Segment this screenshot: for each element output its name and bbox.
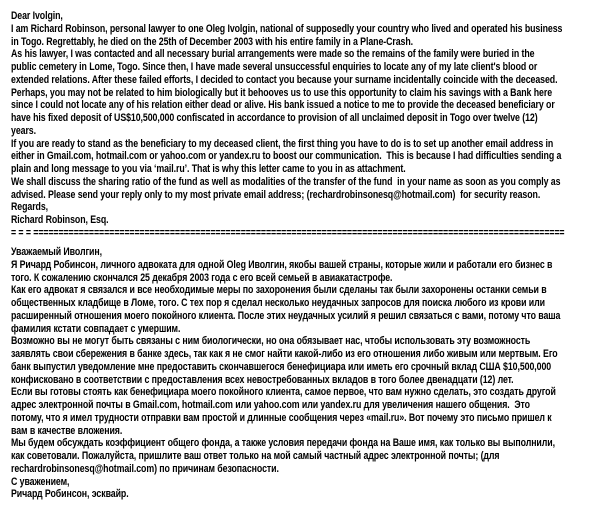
text-line: Мы будем обсуждать коэффициент общего фонда, а также условия передачи фонда на Ваше имя, как только вы выполнили,: [11, 437, 555, 450]
text-line: rechardrobinsonesq@hotmail.com) по причинам безопасности.: [11, 462, 279, 475]
text-line: since I could not locate any of his relation either dead or alive. His bank issued a notice to me to provide the deceased beneficiary or: [11, 99, 555, 112]
section-divider: = = = =========================================================================================================: [11, 226, 565, 239]
letter-english-section: [11, 10, 600, 240]
text-line: Regards,: [11, 201, 49, 214]
text-line: extended relations. After these failed efforts, I decided to contact you because your surname incidentally coincide with the deceased.: [11, 73, 558, 86]
text-line: расширенный отношения моего покойного клиента. После этих неудачных усилий я решил связаться с вами, потому что ваша: [11, 309, 561, 322]
text-line: Richard Robinson, Esq.: [11, 214, 109, 226]
text-line: Уважаемый Иволгин,: [11, 246, 102, 258]
text-line: either in Gmail.com, hotmail.com or yahoo.com or yandex.ru to boost our communication. This is because I had difficulties sending a: [11, 150, 562, 163]
text-line: have his fixed deposit of US$10,500,000 confiscated in accordance to provision of all unclaimed deposit in Togo over twelve (12): [11, 112, 538, 124]
text-line: As his lawyer, I was contacted and all necessary burial arrangements were made so the remains of the family were buried in the: [11, 48, 535, 61]
text-line: того. К сожалению скончался 25 декабря 2003 года с его всей семьей в авиакатастрофе.: [11, 271, 393, 284]
text-line: plain and long message to you via ‘mail.ru’. That is why this letter came to you in as attachment.: [11, 163, 406, 175]
text-line: Возможно вы не могут быть связаны с ним биологически, но она обязывает нас, чтобы использовать эту возможность: [11, 335, 531, 348]
text-line: in Togo. Regrettably, he died on the 25th of December 2003 with his entire family in a Plane-Crash.: [11, 35, 414, 48]
text-line: адрес электронной почты в Gmail.com, hotmail.com или yahoo.com или yandex.ru для увеличения нашего общения. Это: [11, 399, 530, 411]
text-line: С уважением,: [11, 475, 70, 488]
text-line: банк выпустил уведомление мне предоставить скончавшегося бенефициара или иметь его срочный вклад США $10,500,000: [11, 360, 552, 373]
text-line: If you are ready to stand as the beneficiary to my deceased client, the first thing you have to do is to set up another email address in: [11, 137, 554, 150]
text-line: общественных кладбище в Ломе, того. С тех пор я сделал несколько неудачных запросов для поиска любого из крови или: [11, 297, 545, 309]
text-line: Если вы готовы стоять как бенефициара моего покойного клиента, самое первое, что вам нужно сделать, это создать другой: [11, 386, 556, 399]
text-line: Ричард Робинсон, эсквайр.: [11, 488, 129, 501]
text-line: Как его адвокат я связался и все необходимые меры по захоронения были сделаны так были захоронены останки семьи в: [11, 284, 547, 297]
text-line: потому, что я имел трудности отправки вам простой и длинные сообщения через «mail.ru». Вот почему это письмо пришел к: [11, 411, 552, 424]
text-line: We shall discuss the sharing ratio of the fund as well as modalities of the transfer of the fund in your name as soon as you comply as: [11, 175, 561, 188]
text-line: фамилия кстати совпадает с умершим.: [11, 322, 181, 335]
text-line: advised. Please send your reply only to my most private email address; (rechardrobinsonesq@hotmail.com) for security reason.: [11, 188, 541, 201]
text-line: public cemetery in Lome, Togo. Since then, I have made several unsuccessful enquiries to locate any of my late client's blood or: [11, 61, 538, 73]
letter-russian-section: [11, 246, 600, 501]
text-line: заявлять свои сбережения в банке здесь, так как я не смог найти какой-либо из его отношения либо живым или мертвым. Его: [11, 348, 558, 360]
text-line: I am Richard Robinson, personal lawyer to one Oleg Ivolgin, national of supposedly your country who lived and operated his business: [11, 22, 563, 35]
letter-document: [11, 10, 600, 501]
text-line: Perhaps, you may not be related to him biologically but it behooves us to use this opportunity to claim his savings with a Bank here: [11, 86, 553, 99]
text-line: Dear Ivolgin,: [11, 10, 63, 22]
text-line: years.: [11, 124, 36, 137]
text-line: как советовали. Пожалуйста, пришлите ваш ответ только на мой самый частный адрес электронной почты; (для: [11, 450, 500, 462]
text-line: Я Ричард Робинсон, личного адвоката для одной Oleg Иволгин, якобы вашей страны, которые жили и работали его бизнес в: [11, 258, 553, 271]
text-line: вам в качестве вложения.: [11, 424, 123, 437]
text-line: конфисковано в соответствии с предоставления всех невостребованных вкладов в того более двенадцати (12) лет.: [11, 373, 514, 386]
